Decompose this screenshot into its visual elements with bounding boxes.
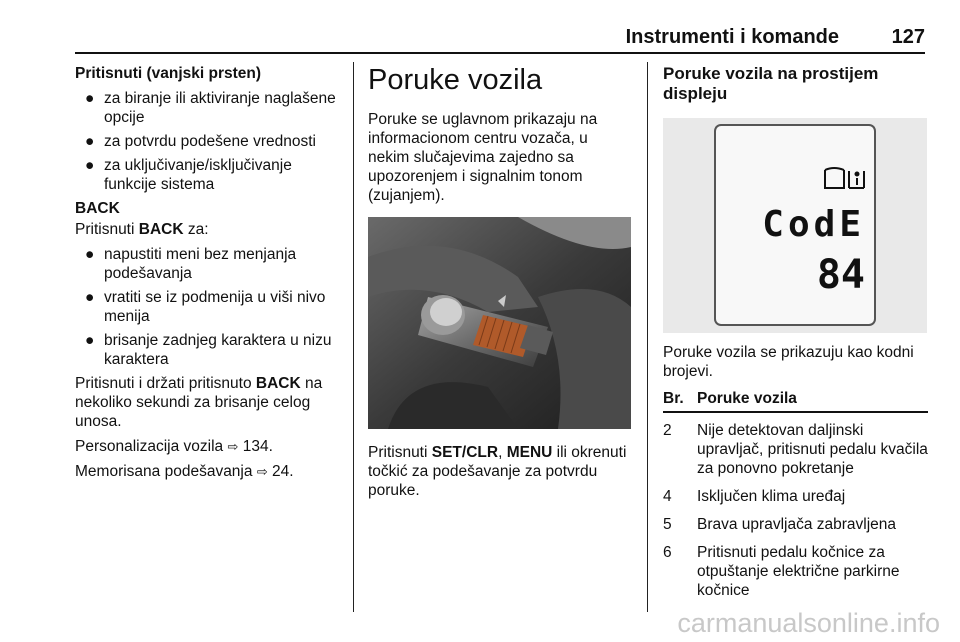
section-heading: Poruke vozila na prostijem displeju bbox=[663, 64, 879, 103]
lcd-display-image bbox=[663, 118, 927, 333]
steering-column-stalk-photo bbox=[368, 217, 631, 429]
after-image-text: Poruke vozila se prikazuju kao kodni brojevi. bbox=[663, 344, 914, 380]
table-row: 4 Isključen klima uređaj bbox=[663, 488, 846, 505]
lcd-illustration bbox=[663, 118, 927, 333]
table-row: 6 Pritisnuti pedalu kočnice za otpuštanje električne parkirne kočnice bbox=[663, 544, 900, 599]
bullet-icon: ● bbox=[85, 332, 95, 349]
table-row: 5 Brava upravljača zabravljena bbox=[663, 516, 897, 533]
page-title: Instrumenti i komande bbox=[625, 26, 839, 48]
bullet-item: ● za biranje ili aktiviranje naglašene opcije bbox=[85, 90, 336, 126]
set-clr-label: SET/CLR bbox=[431, 444, 499, 461]
reference-personalizacija[interactable]: Personalizacija vozila ⇨ 134. bbox=[75, 438, 273, 455]
section-heading: Poruke vozila bbox=[368, 64, 543, 96]
back-heading: BACK bbox=[75, 200, 120, 217]
back-intro: Pritisnuti BACK za: bbox=[75, 221, 209, 238]
messages-table-header bbox=[663, 389, 928, 413]
intro-paragraph: Poruke se uglavnom prikazaju na informacionom centru vozača, u nekim slučajevima zajedno sa upozorenjem i signalnim tonom (zujanjem). bbox=[368, 111, 598, 204]
menu-label: MENU bbox=[506, 444, 553, 461]
column-3 bbox=[663, 64, 928, 609]
bullet-item: ● napustiti meni bez menjanja podešavanja bbox=[85, 246, 297, 282]
column-1 bbox=[75, 64, 343, 487]
watermark: carmanualsonline.info bbox=[677, 608, 940, 638]
column-divider-1 bbox=[353, 62, 354, 612]
column-2 bbox=[368, 64, 633, 506]
lcd-number: 84 bbox=[816, 252, 865, 298]
page-ref-arrow-icon: ⇨ bbox=[256, 464, 268, 479]
hold-back-text: Pritisnuti i držati pritisnuto BACK na nekoliko sekundi za brisanje celog unosa. bbox=[75, 375, 323, 430]
column-divider-2 bbox=[647, 62, 648, 612]
bullet-item: ● vratiti se iz podmenija u viši nivo menija bbox=[85, 289, 326, 325]
stalk-illustration bbox=[368, 217, 631, 429]
bullet-icon: ● bbox=[85, 133, 95, 150]
bullet-icon: ● bbox=[85, 246, 95, 263]
bullet-icon: ● bbox=[85, 157, 95, 174]
reference-memorisana[interactable]: Memorisana podešavanja ⇨ 24. bbox=[75, 463, 294, 480]
page-number: 127 bbox=[891, 26, 925, 48]
page-ref-arrow-icon: ⇨ bbox=[227, 439, 239, 454]
col-header-number: Br. bbox=[663, 390, 684, 407]
page-header bbox=[75, 22, 925, 54]
table-row: 2 Nije detektovan daljinski upravljač, pritisnuti pedalu kvačila za ponovno pokretanje bbox=[663, 422, 928, 477]
bullet-icon: ● bbox=[85, 90, 95, 107]
bullet-item: ● za uključivanje/isključivanje funkcije sistema bbox=[85, 157, 292, 193]
photo-caption: Pritisnuti SET/CLR, MENU ili okrenuti točkić za podešavanje za potvrdu poruke. bbox=[368, 444, 627, 499]
lcd-code-text: CodE bbox=[762, 204, 865, 245]
bullet-item: ● brisanje zadnjeg karaktera u nizu karaktera bbox=[85, 332, 332, 368]
bullet-item: ● za potvrdu podešene vrednosti bbox=[85, 133, 316, 150]
bullet-icon: ● bbox=[85, 289, 95, 306]
pritisnuti-heading: Pritisnuti (vanjski prsten) bbox=[75, 65, 262, 82]
col-header-message: Poruke vozila bbox=[697, 390, 797, 407]
